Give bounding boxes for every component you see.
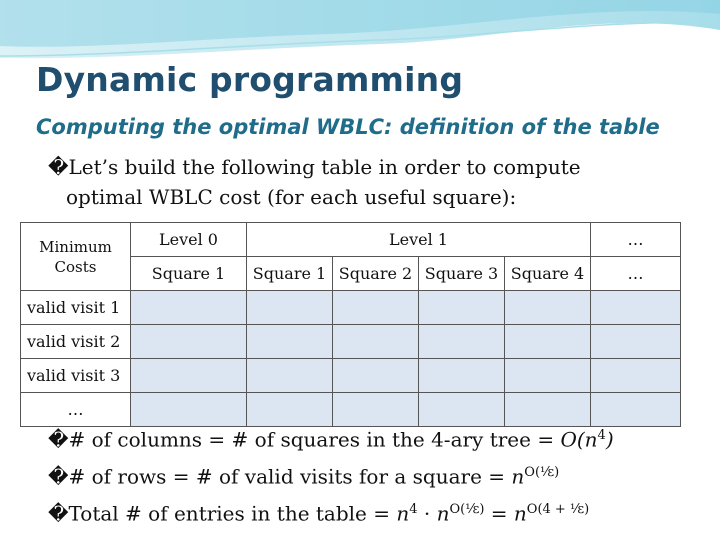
bullet-text: # of columns = # of squares in the 4-ary tree = [68,427,561,452]
table-row [21,291,681,325]
math-operator: · [417,501,437,526]
slide-title: Dynamic programming [36,60,464,99]
bullet-marker: � [48,155,69,179]
ellipsis-header: … [591,223,681,257]
table-cell [333,325,419,359]
table-cell [247,291,333,325]
bullet-text: # of rows = # of valid visits for a square = [68,464,512,489]
intro-line-1: Let’s build the following table in order to compute [68,155,581,179]
bullet-text: Total # of entries in the table = [68,501,397,526]
math-superscript: 4 [597,428,606,443]
table-cell [505,325,591,359]
table-cell [419,291,505,325]
table-cell [131,291,247,325]
corner-line-1: Minimum [39,237,112,256]
row-label: valid visit 2 [21,325,131,359]
table-cell [247,359,333,393]
slide-subtitle: Computing the optimal WBLC: definition of the table [36,115,660,139]
level-0-header: Level 0 [131,223,247,257]
table-cell [333,359,419,393]
table-cell [333,291,419,325]
math-operator: = [484,501,514,526]
row-label: valid visit 1 [21,291,131,325]
math-expression: n [436,501,450,526]
bullet-marker: � [48,464,69,489]
row-label: valid visit 3 [21,359,131,393]
row-label: … [21,393,131,427]
level-1-header: Level 1 [247,223,591,257]
math-expression: O(n [560,427,598,452]
bullet-columns [48,421,614,455]
bullet-rows [48,458,559,492]
math-superscript: O(¹⁄ε) [449,502,485,517]
math-expression: n [396,501,410,526]
table-cell [505,359,591,393]
table-cell [419,359,505,393]
wblc-table [20,222,681,427]
table-cell [419,325,505,359]
table-cell [591,359,681,393]
corner-header [21,223,131,291]
column-header: Square 1 [247,257,333,291]
corner-line-2: Costs [54,257,97,276]
table-row [21,359,681,393]
table-cell [591,291,681,325]
column-header: Square 1 [131,257,247,291]
table-cell [131,325,247,359]
table-cell [247,325,333,359]
bullet-total [48,495,589,529]
column-header: Square 3 [419,257,505,291]
table-cell [591,325,681,359]
column-header: Square 2 [333,257,419,291]
math-expression: n [513,501,527,526]
math-superscript: 4 [409,502,418,517]
decorative-wave [0,0,720,60]
math-expression: n [511,464,525,489]
bullet-marker: � [48,427,69,452]
intro-line-2: optimal WBLC cost (for each useful square): [66,185,517,209]
math-superscript: O(¹⁄ε) [524,465,560,480]
column-header: … [591,257,681,291]
table-cell [131,359,247,393]
intro-bullet [48,152,688,212]
table-cell [505,291,591,325]
bullet-marker: � [48,501,69,526]
column-header: Square 4 [505,257,591,291]
math-expression: ) [605,427,614,452]
math-superscript: O(4 + ¹⁄ε) [526,502,590,517]
table-row [21,325,681,359]
